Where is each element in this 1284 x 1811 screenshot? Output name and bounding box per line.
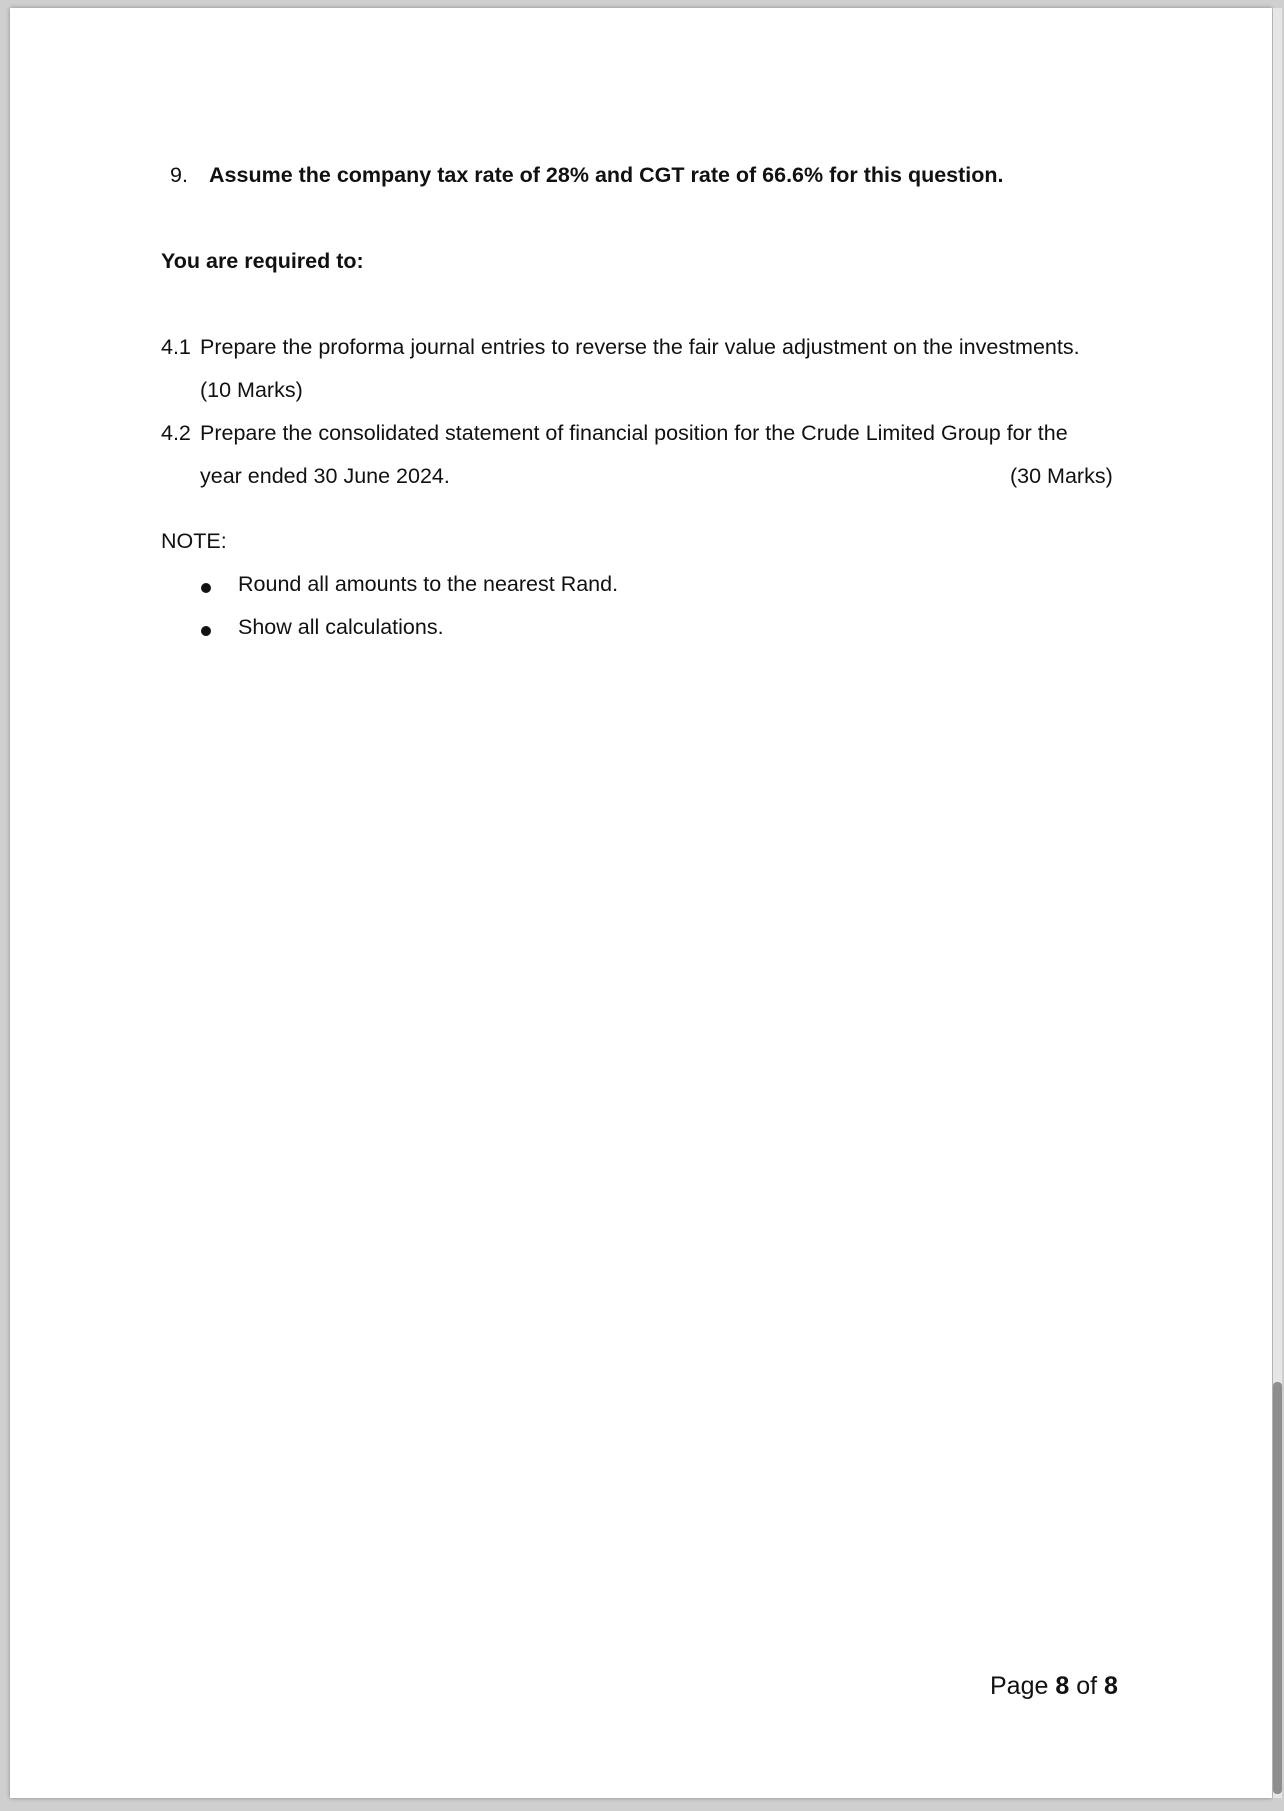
footer-total-pages: 8 bbox=[1104, 1672, 1118, 1700]
note-label: NOTE: bbox=[161, 529, 227, 553]
question-number: 9. bbox=[170, 163, 188, 187]
footer-of-word: of bbox=[1076, 1672, 1098, 1700]
footer-current-page: 8 bbox=[1055, 1672, 1070, 1700]
required-heading: You are required to: bbox=[161, 249, 364, 273]
task-text-line1: Prepare the consolidated statement of financial position for the Crude Limited Group for the bbox=[200, 421, 1068, 445]
scrollbar-thumb[interactable] bbox=[1273, 1382, 1282, 1794]
page-footer bbox=[990, 1671, 1118, 1701]
task-text-line2: (10 Marks) bbox=[200, 378, 303, 402]
task-number: 4.1 bbox=[161, 335, 191, 359]
task-marks: (30 Marks) bbox=[1010, 464, 1113, 488]
footer-page-word: Page bbox=[990, 1672, 1049, 1700]
bullet-icon bbox=[201, 583, 211, 593]
question-text: Assume the company tax rate of 28% and CGT rate of 66.6% for this question. bbox=[209, 163, 1004, 187]
document-page bbox=[10, 8, 1272, 1798]
task-number: 4.2 bbox=[161, 421, 191, 445]
note-bullet-text: Round all amounts to the nearest Rand. bbox=[238, 572, 619, 596]
task-text-line2: year ended 30 June 2024. bbox=[200, 464, 450, 488]
bullet-icon bbox=[201, 626, 211, 636]
note-bullet-text: Show all calculations. bbox=[238, 615, 444, 639]
task-text-line1: Prepare the proforma journal entries to reverse the fair value adjustment on the investments. bbox=[200, 335, 1080, 359]
